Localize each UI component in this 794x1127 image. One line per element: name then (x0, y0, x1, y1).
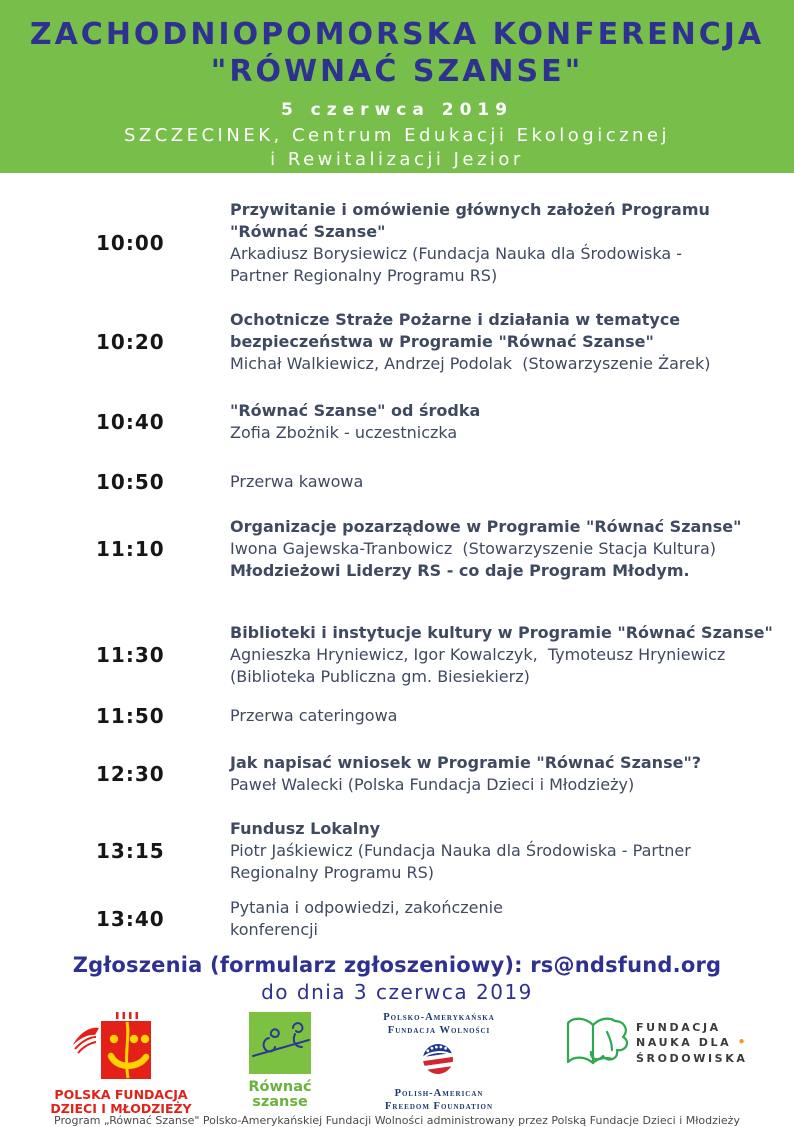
venue-line-2: i Rewitalizacji Jezior (270, 149, 524, 170)
session-detail-line: Iwona Gajewska-Tranbowicz (Stowarzyszenie Stacja Kultura) (230, 539, 716, 558)
session-title-line: Biblioteki i instytucje kultury w Programie "Równać Szanse" (230, 623, 773, 642)
session-detail-line: Piotr Jaśkiewicz (Fundacja Nauka dla Środowiska - Partner (230, 841, 691, 860)
partner-logos (0, 1012, 794, 1116)
schedule-row (96, 400, 766, 444)
schedule (96, 199, 773, 941)
schedule-time: 11:30 (96, 643, 165, 667)
schedule-time: 11:10 (96, 537, 165, 561)
schedule-desc (230, 818, 691, 884)
logo-rownac-szanse (244, 1012, 316, 1110)
schedule-row (96, 199, 766, 287)
schedule-row (96, 897, 766, 941)
session-title-line: "Równać Szanse" od środka (230, 401, 481, 420)
schedule-row (96, 309, 766, 375)
session-detail-line: Przerwa cateringowa (230, 706, 398, 725)
session-detail-line: Michał Walkiewicz, Andrzej Podolak (Stowarzyszenie Żarek) (230, 354, 711, 373)
schedule-row (96, 818, 766, 884)
registration-cta (0, 953, 794, 1004)
rs-wordmark: Równać szanse (248, 1079, 312, 1110)
session-detail-line: (Biblioteka Publiczna gm. Biesiekierz) (230, 667, 530, 686)
schedule-desc (230, 622, 773, 688)
session-title-line: Ochotnicze Straże Pożarne i działania w tematyce (230, 310, 681, 329)
schedule-row (96, 704, 766, 728)
schedule-desc (230, 897, 503, 941)
flag-shield-icon (419, 1041, 459, 1079)
schedule-desc (230, 199, 710, 287)
schedule-time: 10:50 (96, 470, 165, 494)
schedule-desc (230, 752, 701, 796)
schedule-desc (230, 400, 480, 444)
session-title-line: "Równać Szanse" (230, 222, 386, 241)
registration-deadline: do dnia 3 czerwca 2019 (261, 980, 533, 1004)
schedule-row (96, 622, 773, 688)
header-banner (0, 0, 794, 173)
session-detail-line: Arkadiusz Borysiewicz (Fundacja Nauka dla Środowiska - (230, 244, 682, 263)
session-detail-line: Agnieszka Hryniewicz, Igor Kowalczyk, Tymoteusz Hryniewicz (230, 645, 726, 664)
session-detail-line: Przerwa kawowa (230, 472, 364, 491)
schedule-desc (230, 471, 363, 493)
session-title-line: Fundusz Lokalny (230, 819, 381, 838)
venue-line-1: SZCZECINEK, Centrum Edukacji Ekologicznej (123, 125, 671, 146)
conference-venue (0, 124, 794, 172)
schedule-time: 10:40 (96, 410, 165, 434)
schedule-desc (230, 705, 397, 727)
logo-pafw: Polsko-Amerykańska Fundacja Wolności Polish-American Freedom Foundation (383, 1012, 495, 1112)
schedule-time: 12:30 (96, 762, 165, 786)
session-title-line: Organizacje pozarządowe w Programie "Równać Szanse" (230, 517, 742, 536)
session-detail-line: Zofia Zbożnik - uczestniczka (230, 423, 458, 442)
session-title-line: Jak napisać wniosek w Programie "Równać Szanse"? (230, 753, 702, 772)
schedule-time: 13:40 (96, 907, 165, 931)
session-detail-line: Partner Regionalny Programu RS) (230, 266, 498, 285)
schedule-time: 13:15 (96, 839, 165, 863)
schedule-time: 10:20 (96, 330, 165, 354)
schedule-row (96, 752, 766, 796)
fnds-wordmark: FUNDACJA NAUKA DLA • ŚRODOWISKA (636, 1020, 748, 1065)
open-book-leaf-icon (562, 1012, 628, 1074)
session-detail-line: Regionalny Programu RS) (230, 863, 434, 882)
orange-dot: • (737, 1035, 748, 1050)
logo-pfdm (46, 1012, 196, 1116)
schedule-row (96, 470, 766, 494)
schedule-time: 11:50 (96, 704, 165, 728)
schedule-desc (230, 309, 710, 375)
schedule-desc (230, 516, 741, 582)
logo-fnds (562, 1012, 748, 1074)
smiley-square-icon (61, 1012, 181, 1082)
schedule-time: 10:00 (96, 231, 165, 255)
conference-date: 5 czerwca 2019 (280, 100, 514, 120)
session-title-line: Młodzieżowi Liderzy RS - co daje Program Młodym. (230, 561, 690, 580)
registration-email-line: Zgłoszenia (formularz zgłoszeniowy): rs@ndsfund.org (72, 953, 722, 977)
title-line-1: ZACHODNIOPOMORSKA KONFERENCJA (29, 17, 765, 52)
schedule-row (96, 516, 766, 582)
session-title-line: Przywitanie i omówienie głównych założeń Programu (230, 200, 710, 219)
session-detail-line: Paweł Walecki (Polska Fundacja Dzieci i Młodzieży) (230, 775, 635, 794)
rownac-szanse-icon (249, 1012, 311, 1074)
admin-note: Program „Równać Szanse" Polsko-Amerykańskiej Fundacji Wolności administrowany przez Polską Fundacje Dzieci i Młodzieży (54, 1114, 740, 1127)
conference-title (0, 16, 794, 90)
pfdm-wordmark: POLSKA FUNDACJA DZIECI I MŁODZIEŻY (50, 1087, 192, 1116)
session-detail-line: konferencji (230, 920, 318, 939)
title-line-2: "RÓWNAĆ SZANSE" (210, 54, 584, 89)
session-detail-line: Pytania i odpowiedzi, zakończenie (230, 898, 503, 917)
session-title-line: bezpieczeństwa w Programie "Równać Szanse" (230, 332, 654, 351)
